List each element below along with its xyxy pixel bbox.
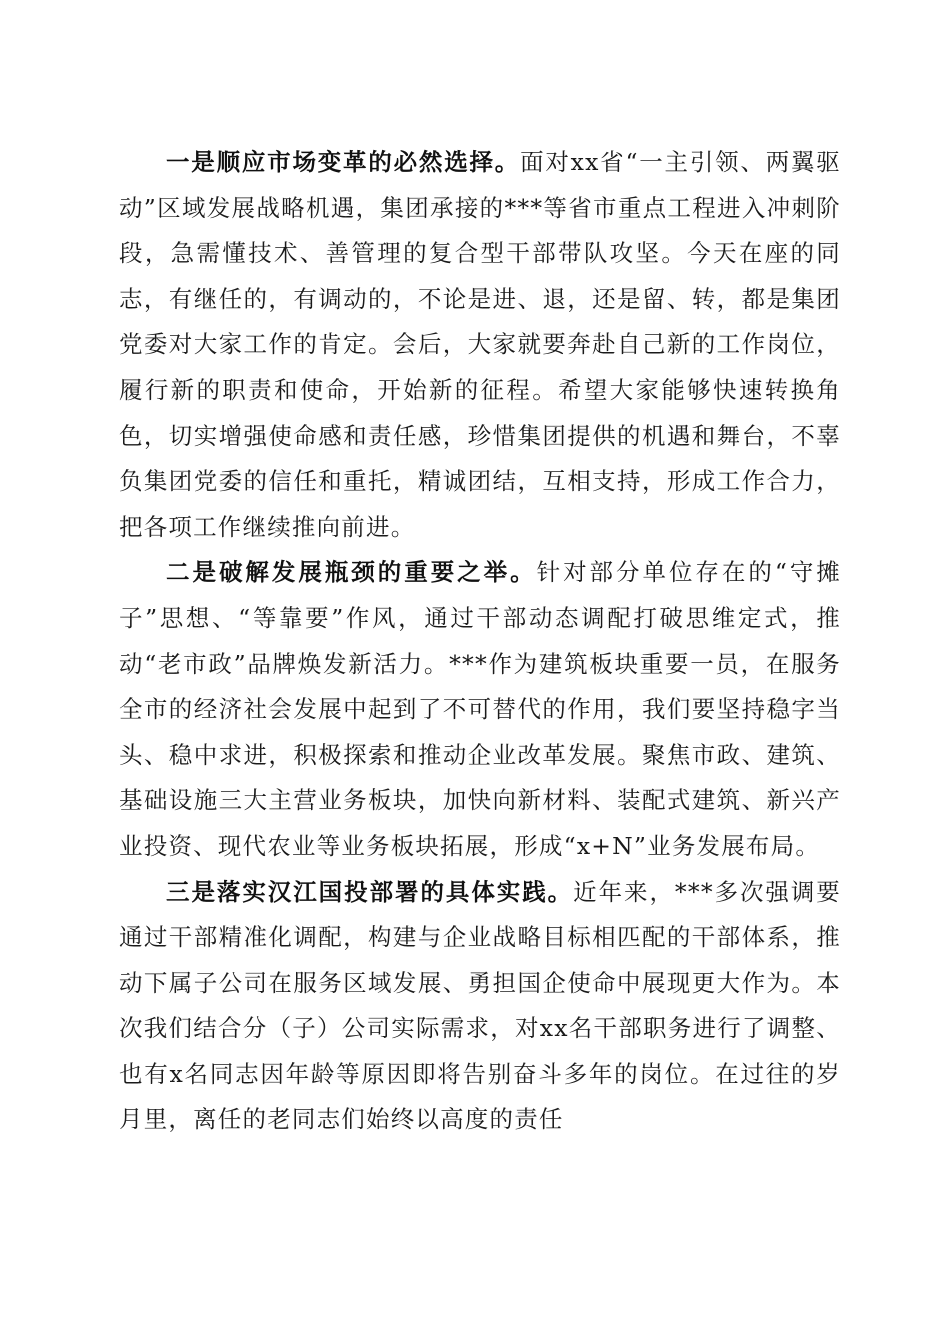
paragraph-3 bbox=[119, 870, 841, 1144]
paragraph-3-heading: 三是落实汉江国投部署的具体实践。 bbox=[166, 877, 574, 906]
paragraph-2 bbox=[119, 550, 841, 869]
document-body bbox=[119, 140, 841, 1143]
paragraph-2-heading: 二是破解发展瓶颈的重要之举。 bbox=[166, 558, 537, 587]
paragraph-1-heading: 一是顺应市场变革的必然选择。 bbox=[166, 148, 521, 176]
paragraph-1 bbox=[119, 140, 841, 550]
paragraph-3-text: 近年来，***多次强调要通过干部精准化调配，构建与企业战略目标相匹配的干部体系，推动下属子公司在服务区域发展、勇担国企使命中展现更大作为。本次我们结合分（子）公司实际需求，对xx名干部职务进行了调整、也有x名同志因年龄等原因即将告别奋斗多年的岗位。在过往的岁月里，离任的老同志们始终以高度的责任 bbox=[119, 877, 842, 1134]
paragraph-2-text: 针对部分单位存在的“守摊子”思想、“等靠要”作风，通过干部动态调配打破思维定式，推动“老市政”品牌焕发新活力。***作为建筑板块重要一员，在服务全市的经济社会发展中起到了不可替代的作用，我们要坚持稳字当头、稳中求进，积极探索和推动企业改革发展。聚焦市政、建筑、基础设施三大主营业务板块，加快向新材料、装配式建筑、新兴产业投资、现代农业等业务板块拓展，形成“x+N”业务发展布局。 bbox=[119, 558, 841, 860]
paragraph-1-text: 面对xx省“一主引领、两翼驱动”区域发展战略机遇，集团承接的***等省市重点工程进入冲刺阶段，急需懂技术、善管理的复合型干部带队攻坚。今天在座的同志，有继任的，有调动的，不论是进、退，还是留、转，都是集团党委对大家工作的肯定。会后，大家就要奔赴自己新的工作岗位，履行新的职责和使命，开始新的征程。希望大家能够快速转换角色，切实增强使命感和责任感，珍惜集团提供的机遇和舞台，不辜负集团党委的信任和重托，精诚团结，互相支持，形成工作合力，把各项工作继续推向前进。 bbox=[119, 148, 841, 541]
